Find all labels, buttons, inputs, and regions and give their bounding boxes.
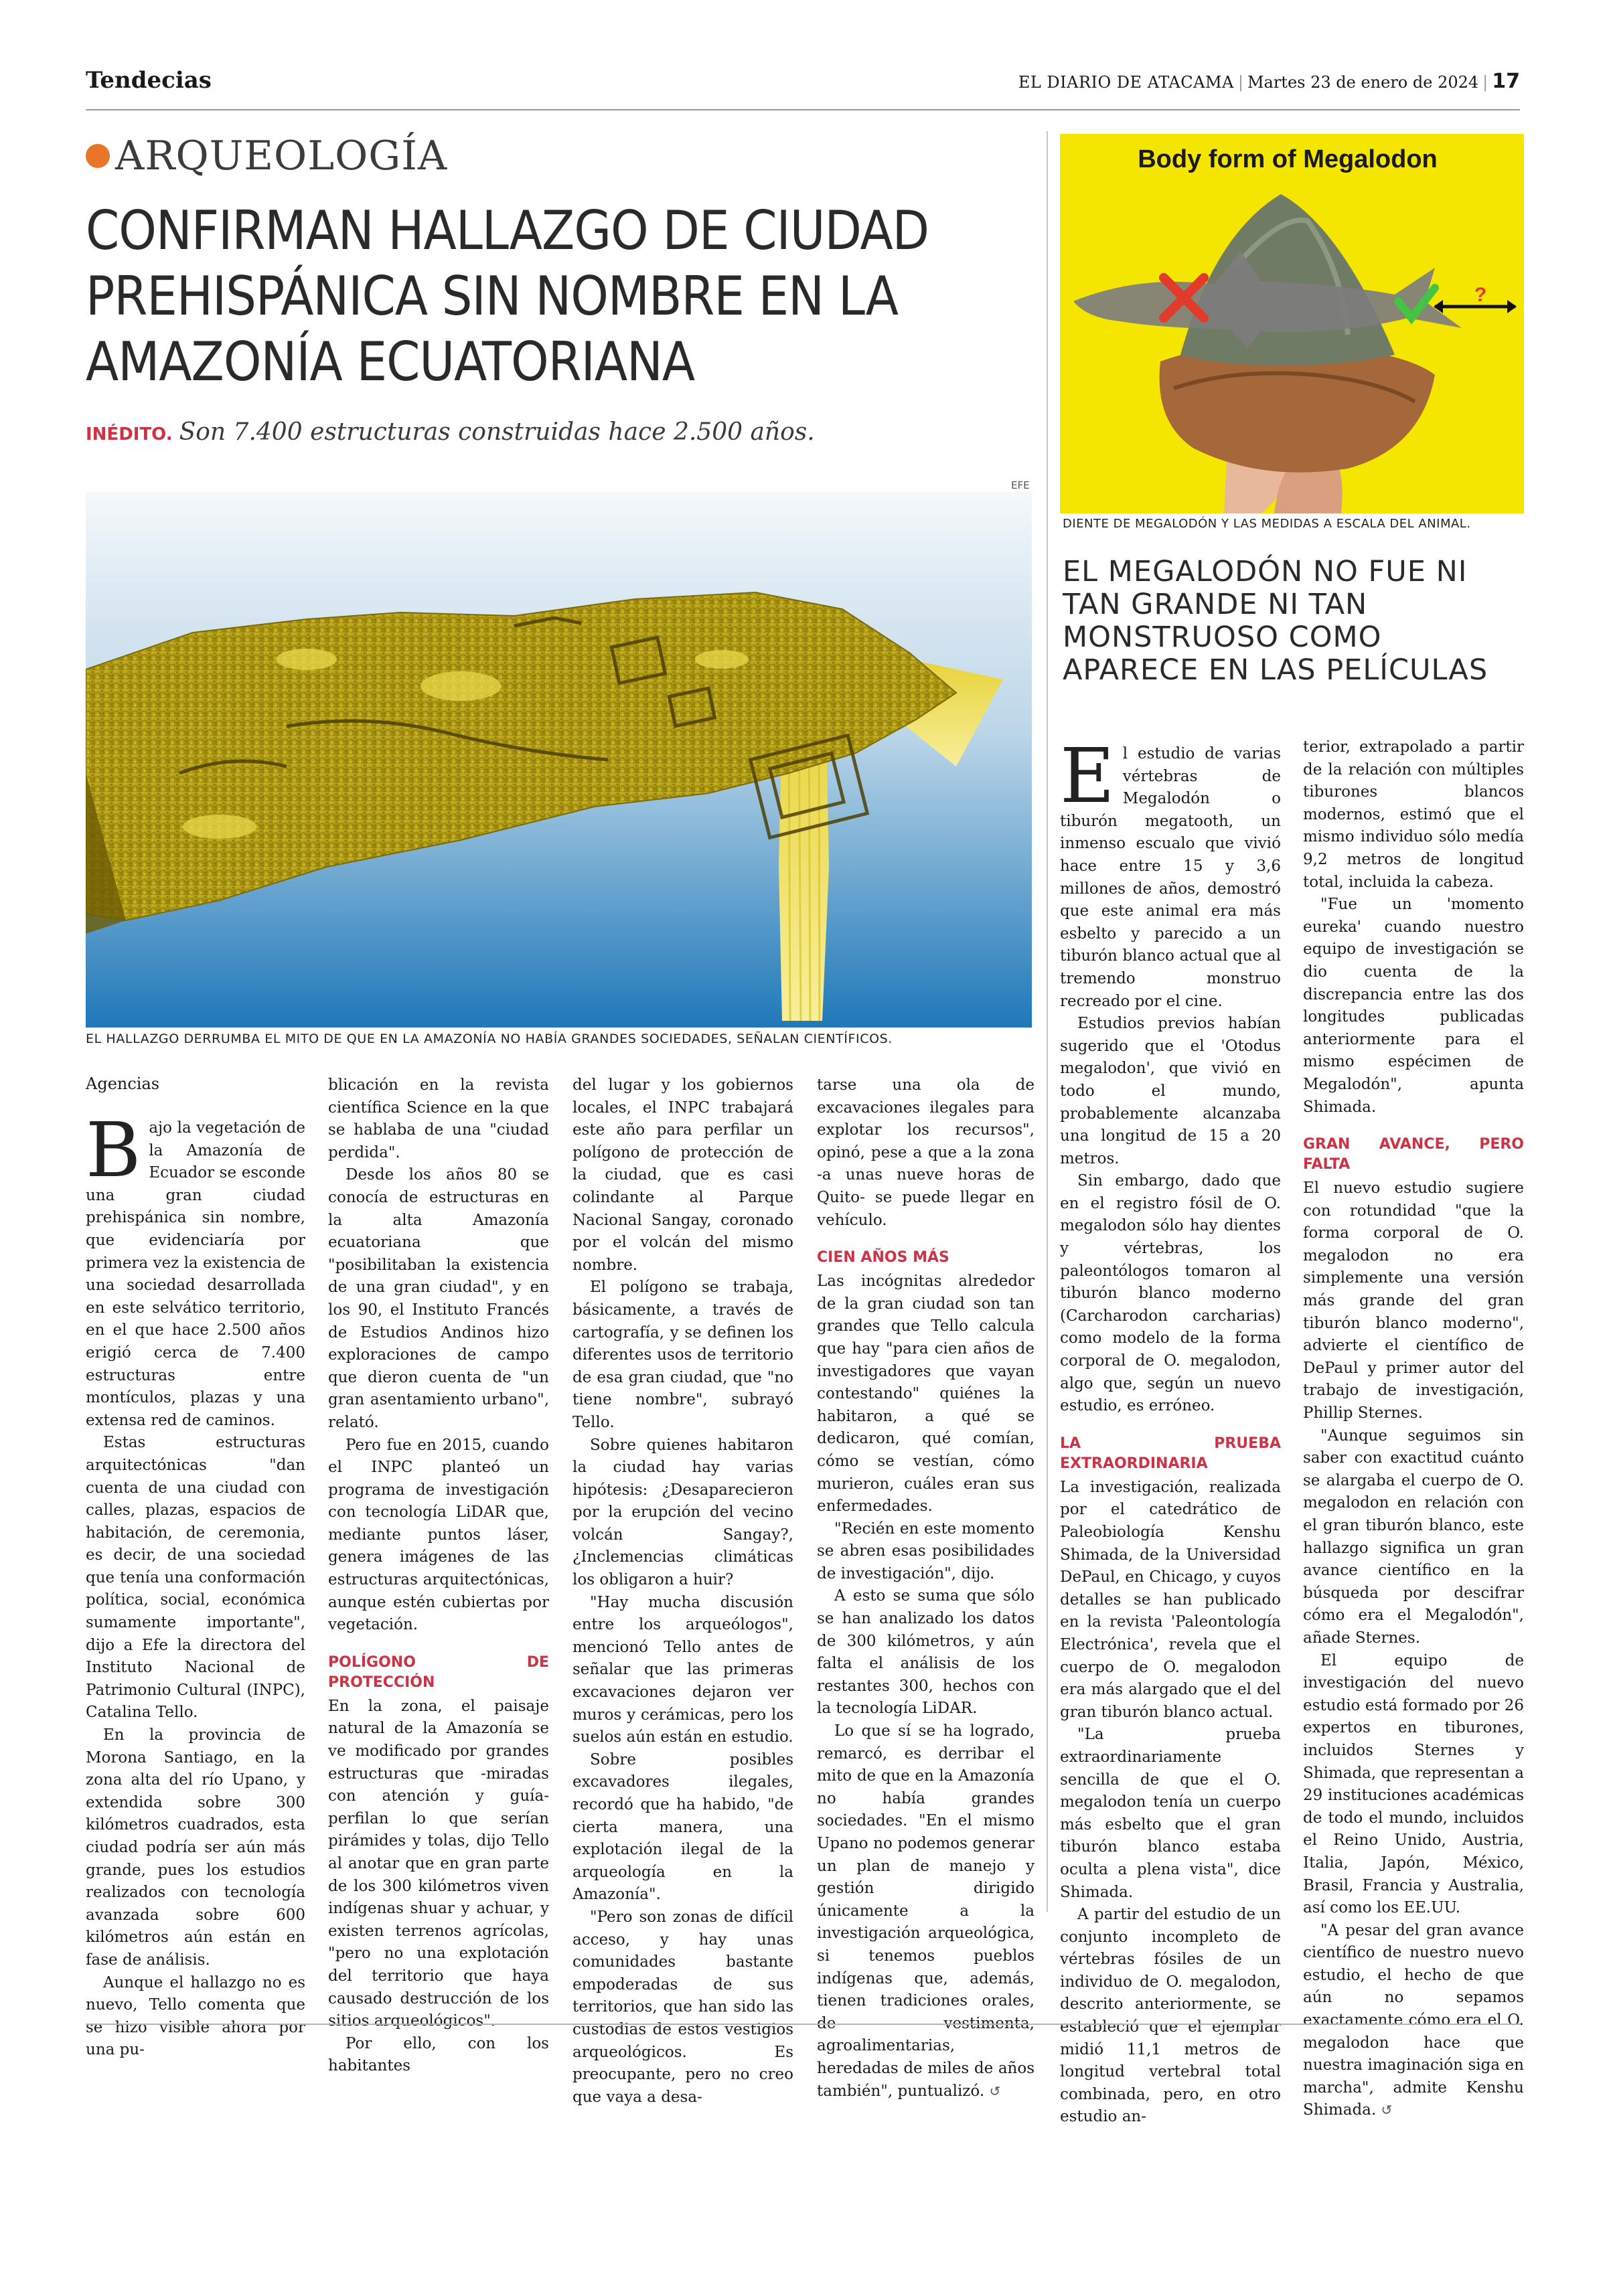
paragraph: Por ello, con los habitantes (328, 2034, 549, 2075)
paragraph: "Aunque seguimos sin saber con exactitud cuánto se alargaba el cuerpo de O. megalodon en relación con el gran tiburón blanco, este hallazgo significa un gran avance científico en la búsqueda por descifrar cómo era el Megalodón", añade Sternes. (1303, 1426, 1524, 1647)
paragraph: Pero fue en 2015, cuando el INPC planteó un programa de investigación con tecnología LiDAR que, mediante puntos láser, genera imágenes de las estructuras arquitectónicas, aunque estén cubiertas por vegetación. (328, 1436, 549, 1634)
paragraph: A partir del estudio de un conjunto incompleto de vértebras fósiles de un individuo de O. megalodon, descrito anteriormente, se estableció que el ejemplar midió 11,1 metros de longitud vertebral total combinada, pero, en otro estudio an- (1060, 1906, 1281, 2126)
paragraph: Lo que sí se ha logrado, remarcó, es derribar el mito de que en la Amazonía no había grandes sociedades. "En el mismo Upano no podemos generar un plan de manejo y gestión dirigido únicamente a la investigación arqueológica, si tenemos pueblos indígenas que, además, tienen tradiciones orales, de vestimenta, agroalimentarias, heredadas de miles de años también", puntualizó. ↺ (817, 1722, 1035, 2100)
page-number: 17 (1492, 70, 1520, 93)
paragraph: El equipo de investigación del nuevo estudio está formado por 26 expertos en tiburones, incluidos Sternes y Shimada, que representan a 29 instituciones académicas de todo el mundo, incluidos el Reino Unido, Austria, Italia, Japón, México, Brasil, Francia y Australia, así como los EE.UU. (1303, 1651, 1524, 1917)
side-headline: EL MEGALODÓN NO FUE NI TAN GRANDE NI TAN MONSTRUOSO COMO APARECE EN LAS PELÍCULAS (1063, 555, 1488, 687)
paragraph: "A pesar del gran avance científico de nuestro nuevo estudio, el hecho de que aún no sepamos exactamente cómo era el O. megalodon hace que nuestra imaginación siga en marcha", admite Kenshu Shimada. ↺ (1303, 1921, 1524, 2119)
paragraph: El nuevo estudio sugiere con rotundidad "que la forma corporal de O. megalodon no era simplemente una versión más grande del gran tiburón blanco moderno", advierte el científico de DePaul y primer autor del trabajo de investigación, Phillip Sternes. (1303, 1179, 1524, 1422)
infographic-title: Body form of Megalodon (1138, 145, 1438, 173)
kicker-label: ARQUEOLOGÍA (115, 133, 448, 179)
story-kicker (86, 133, 447, 179)
main-photo-caption: EL HALLAZGO DERRUMBA EL MITO DE QUE EN LA AMAZONÍA NO HABÍA GRANDES SOCIEDADES, SEÑALAN CIENTÍFICOS. (86, 1032, 893, 1046)
main-column-1 (86, 1074, 305, 2062)
drop-cap: B (86, 1107, 141, 1194)
subheading-poligono: POLÍGONO DE PROTECCIÓN (328, 1653, 549, 1691)
paragraph: "Fue un 'momento eureka' cuando nuestro equipo de investigación se dio cuenta de la discrepancia entre las dos longitudes publicadas anteriormente para el mismo espécimen de Megalodón", apunta Shimada. (1303, 896, 1524, 1116)
paragraph: Desde los años 80 se conocía de estructuras en la alta Amazonía ecuatoriana que "posibilitaban la existencia de una gran ciudad", y en los 90, el Instituto Francés de Estudios Andinos hizo exploraciones de campo que dieron cuenta de "un gran asentamiento urbano", relató. (328, 1166, 549, 1431)
paragraph: En la zona, el paisaje natural de la Amazonía se ve modificado por grandes estructuras que -miradas con atención y guía- perfilan lo que serían pirámides y tolas, dijo Tello al anotar que en gran parte de los 300 kilómetros viven indígenas shuar y achuar, y existen terrenos agrícolas, "pero no una explotación del territorio que haya causado destrucción de los sitios arqueológicos". (328, 1697, 549, 2030)
end-mark-icon: ↺ (1381, 2102, 1393, 2119)
subhead-tag: INÉDITO. (86, 424, 173, 444)
paragraph: Las incógnitas alrededor de la gran ciudad son tan grandes que Tello calcula que hay "para cien años de investigadores que vayan contestando" quiénes la habitaron, a qué se dedicaron, qué comían, cómo se vestían, cómo murieron, cuáles eran sus enfermedades. (817, 1273, 1035, 1515)
paragraph: El polígono se trabaja, básicamente, a través de cartografía, y se definen los diferentes usos de territorio de esa gran ciudad, que "no tiene nombre", subrayó Tello. (572, 1279, 793, 1431)
byline: Agencias (86, 1074, 160, 1093)
lead-paragraph: Bajo la vegetación de la Amazonía de Ecuador se esconde una gran ciudad prehispánica sin nombre, que evidenciaría por primera vez la existencia de una sociedad desarrollada en este selvático territorio, en el que hace 2.500 años erigió cerca de 7.400 estructuras entre montículos, plazas y una extensa red de caminos. (86, 1107, 305, 1429)
paragraph: Sobre posibles excavadores ilegales, recordó que ha habido, "de cierta manera, una explotación ilegal de la arqueología en la Amazonía". (572, 1750, 793, 1904)
side-column-2 (1303, 736, 1524, 2122)
kicker-dot-icon (86, 144, 110, 168)
paragraph: La investigación, realizada por el catedrático de Paleobiología Kenshu Shimada, de la Universidad DePaul, en Chicago, y cuyos detalles se han publicado en la revista 'Paleontología Electrónica', revela que el cuerpo de O. megalodon era más alargado que el del gran tiburón blanco actual. (1060, 1478, 1281, 1721)
paragraph: terior, extrapolado a partir de la relación con múltiples tiburones blancos modernos, estimó que el mismo individuo sólo medía 9,2 metros de longitud total, incluida la cabeza. (1303, 738, 1524, 891)
subhead-text: Son 7.400 estructuras construidas hace 2.500 años. (179, 418, 815, 446)
lidar-terrain-image (86, 492, 1032, 1028)
issue-date: Martes 23 de enero de 2024 (1247, 73, 1479, 92)
section-name: Tendecias (86, 67, 212, 94)
masthead: EL DIARIO DE ATACAMA | Martes 23 de enero de 2024 | 17 (1018, 70, 1520, 93)
side-photo-caption: DIENTE DE MEGALODÓN Y LAS MEDIDAS A ESCALA DEL ANIMAL. (1063, 517, 1471, 531)
paragraph: Sobre quienes habitaron la ciudad hay varias hipótesis: ¿Desaparecieron por la erupción del vecino volcán Sangay?, ¿Inclemencias climáticas los obligaron a huir? (572, 1436, 793, 1589)
paragraph: Sin embargo, dado que en el registro fósil de O. megalodon sólo hay dientes y vértebras, los paleontólogos tomaron al tiburón blanco moderno (Carcharodon carcharias) como modelo de la forma corporal de O. megalodon, algo que, según un nuevo estudio, es erróneo. (1060, 1172, 1281, 1415)
subheading-prueba: LA PRUEBA EXTRAORDINARIA (1060, 1434, 1281, 1472)
drop-cap: E (1060, 733, 1115, 820)
megalodon-infographic (1060, 134, 1524, 513)
paragraph: A esto se suma que sólo se han analizado los datos de 300 kilómetros, y aún falta el análisis de los restantes 300, hechos con la tecnología LiDAR. (817, 1587, 1035, 1718)
newspaper-name: EL DIARIO DE ATACAMA (1018, 73, 1234, 92)
paragraph: Estas estructuras arquitectónicas "dan cuenta de una ciudad con calles, plazas, espacios de habitación, de ceremonia, es decir, de una sociedad que tenía una conformación política, social, económica sumamente importante", dijo a Efe la directora del Instituto Nacional de Patrimonio Cultural (INPC), Catalina Tello. (86, 1434, 305, 1722)
paragraph: En la provincia de Morona Santiago, en la zona alta del río Upano, y extendida sobre 300 kilómetros cuadrados, esta ciudad podría ser aún más grande, pues los estudios realizados con tecnología avanzada sobre 600 kilómetros aún están en fase de análisis. (86, 1726, 305, 1969)
main-headline: CONFIRMAN HALLAZGO DE CIUDAD PREHISPÁNICA SIN NOMBRE EN LA AMAZONÍA ECUATORIANA (86, 199, 929, 393)
paragraph: "Recién en este momento se abren esas posibilidades de investigación", dijo. (817, 1520, 1035, 1582)
paragraph: Aunque el hallazgo no es nuevo, Tello comenta que se hizo visible ahora por una pu- (86, 1973, 305, 2059)
subheading-gran-avance: GRAN AVANCE, PERO FALTA (1303, 1136, 1524, 1173)
end-mark-icon: ↺ (989, 2082, 1001, 2099)
svg-text:?: ? (1474, 284, 1487, 306)
side-column-1 (1060, 733, 1281, 2129)
photo-credit: EFE (1011, 479, 1030, 491)
column-divider (1047, 131, 1048, 1912)
footer-rule (86, 2024, 1520, 2025)
main-column-2 (328, 1074, 549, 2078)
paragraph: Estudios previos habían sugerido que el 'Otodus megalodon', que vivió en todo el mundo, probablemente alcanzaba una longitud de 15 a 20 metros. (1060, 1015, 1281, 1167)
lead-paragraph: El estudio de varias vértebras de Megalodón o tiburón megatooth, un inmenso escualo que vivió hace entre 15 y 3,6 millones de años, demostró que este animal era más esbelto y parecido a un tiburón blanco actual que al tremendo monstruo recreado por el cine. (1060, 733, 1281, 1010)
main-column-3 (572, 1074, 793, 2109)
header-rule (86, 109, 1520, 110)
main-subhead (86, 418, 815, 446)
subheading-cien-anos: CIEN AÑOS MÁS (817, 1249, 949, 1266)
paragraph: "La prueba extraordinariamente sencilla de que el O. megalodon tenía un cuerpo más esbelto que el gran tiburón blanco estaba oculta a plena vista", dice Shimada. (1060, 1726, 1281, 1901)
paragraph: blicación en la revista científica Science en la que se hablaba de una "ciudad perdida". (328, 1076, 549, 1161)
paragraph: tarse una ola de excavaciones ilegales para explotar los recursos", opinó, pese a que a la zona -a unas nueve horas de Quito- se puede llegar en vehículo. (817, 1076, 1035, 1229)
main-column-4 (817, 1074, 1035, 2103)
paragraph: "Hay mucha discusión entre los arqueólogos", mencionó Tello antes de señalar que las primeras excavaciones dejaron ver muros y cerámicas, pero los suelos aún están en estudio. (572, 1593, 793, 1746)
paragraph: "Pero son zonas de difícil acceso, y hay unas comunidades bastante empoderadas de sus territorios, que han sido las custodias de estos vestigios arqueológicos. Es preocupante, pero no creo que vaya a desa- (572, 1908, 793, 2106)
paragraph: del lugar y los gobiernos locales, el INPC trabajará este año para perfilar un polígono de protección de la ciudad, que es casi colindante al Parque Nacional Sangay, coronado por el volcán del mismo nombre. (572, 1076, 793, 1274)
